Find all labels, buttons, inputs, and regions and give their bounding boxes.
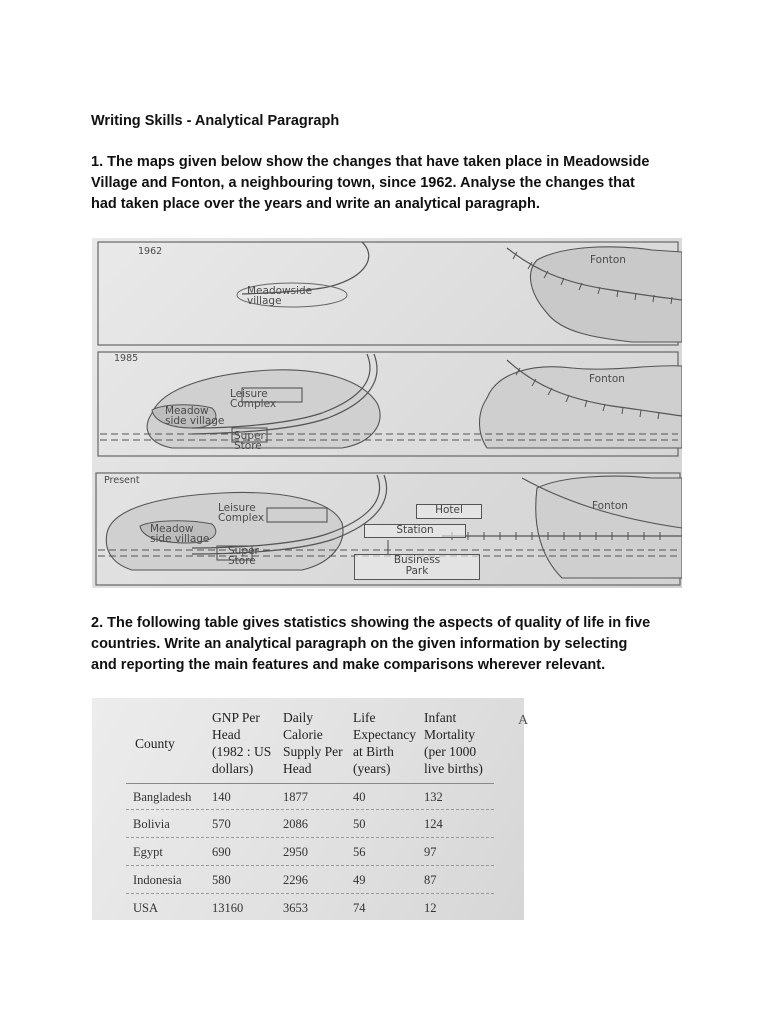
row-mortality: 12 <box>424 901 437 915</box>
meadowside-village-label-1962 <box>247 286 317 306</box>
fonton-area-present <box>536 476 682 578</box>
label-line: Super <box>228 545 259 557</box>
header-line: Daily <box>283 710 313 725</box>
label-line: Park <box>405 565 429 577</box>
map-year-1985: 1985 <box>114 353 139 364</box>
row-calorie: 2296 <box>283 873 308 887</box>
row-calorie: 1877 <box>283 790 308 804</box>
row-life: 40 <box>353 790 366 804</box>
header-calorie <box>283 709 343 777</box>
row-mortality: 97 <box>424 845 437 859</box>
header-rule <box>126 783 494 784</box>
label-line: side village <box>150 533 210 545</box>
header-line: dollars) <box>212 761 254 776</box>
label-line: Meadow <box>165 405 209 417</box>
super-store-label-present <box>228 546 298 566</box>
header-line: Life <box>353 710 376 725</box>
business-park-box <box>354 554 480 580</box>
header-line: Head <box>283 761 312 776</box>
fonton-label-1962: Fonton <box>590 254 626 266</box>
leisure-complex-label-present <box>218 503 288 523</box>
super-store-label-1985 <box>234 431 304 451</box>
question-2-line: 2. The following table gives statistics showing the aspects of quality of life in five <box>91 615 651 631</box>
question-2-line: and reporting the main features and make comparisons wherever relevant. <box>91 657 606 673</box>
header-line: GNP Per <box>212 710 260 725</box>
row-country: Egypt <box>133 845 163 859</box>
row-rule <box>126 809 494 810</box>
header-county: County <box>135 736 175 751</box>
row-country: USA <box>133 901 159 915</box>
leisure-complex-label-1985 <box>230 389 300 409</box>
row-rule <box>126 893 494 894</box>
label-line: Super <box>234 430 265 442</box>
row-gnp: 690 <box>212 845 231 859</box>
station-box: Station <box>364 524 466 538</box>
row-rule <box>126 837 494 838</box>
map-year-present: Present <box>104 475 140 486</box>
row-rule <box>126 865 494 866</box>
header-line: live births) <box>424 761 483 776</box>
header-line: Supply Per <box>283 744 343 759</box>
label-line: Complex <box>218 512 265 524</box>
header-line: Infant <box>424 710 457 725</box>
meadowside-village-label-present <box>150 524 220 544</box>
table-edge-mark: A <box>518 713 529 728</box>
label-line: Business <box>393 554 441 566</box>
header-line: Expectancy <box>353 727 416 742</box>
label-line: Leisure <box>218 502 256 514</box>
header-line: Head <box>212 727 241 742</box>
header-line: (years) <box>353 761 391 776</box>
question-1 <box>91 152 691 215</box>
row-mortality: 124 <box>424 817 443 831</box>
question-2-line: countries. Write an analytical paragraph on the given information by selecting <box>91 636 628 652</box>
header-line: (per 1000 <box>424 744 477 759</box>
header-line: Mortality <box>424 727 475 742</box>
maps-figure <box>92 238 682 588</box>
row-gnp: 13160 <box>212 901 244 915</box>
question-1-line: had taken place over the years and write an analytical paragraph. <box>91 196 540 212</box>
question-2 <box>91 613 691 676</box>
label-line: Meadowside <box>247 285 313 297</box>
map-year-1962: 1962 <box>138 246 163 257</box>
row-mortality: 87 <box>424 873 437 887</box>
label-line: Complex <box>230 398 277 410</box>
label-line: Store <box>234 440 262 452</box>
row-country: Indonesia <box>133 873 182 887</box>
row-gnp: 570 <box>212 817 231 831</box>
question-1-line: 1. The maps given below show the changes that have taken place in Meadowside <box>91 154 650 170</box>
row-life: 50 <box>353 817 366 831</box>
meadowside-village-label-1985 <box>165 406 235 426</box>
question-1-line: Village and Fonton, a neighbouring town, since 1962. Analyse the changes that <box>91 175 635 191</box>
fonton-label-present: Fonton <box>592 500 628 512</box>
header-gnp <box>212 709 271 777</box>
row-gnp: 140 <box>212 790 231 804</box>
hotel-box: Hotel <box>416 504 482 519</box>
statistics-table <box>92 698 524 920</box>
fonton-area-1985 <box>480 366 683 448</box>
header-line: at Birth <box>353 744 394 759</box>
row-life: 74 <box>353 901 366 915</box>
label-line: Leisure <box>230 388 268 400</box>
row-calorie: 2950 <box>283 845 308 859</box>
row-gnp: 580 <box>212 873 231 887</box>
label-line: side village <box>165 415 225 427</box>
row-life: 49 <box>353 873 366 887</box>
row-country: Bolivia <box>133 817 170 831</box>
header-life-expectancy <box>353 709 416 777</box>
header-infant-mortality <box>424 709 483 777</box>
row-calorie: 3653 <box>283 901 308 915</box>
label-line: Store <box>228 555 256 567</box>
row-mortality: 132 <box>424 790 443 804</box>
fonton-label-1985: Fonton <box>589 373 625 385</box>
row-country: Bangladesh <box>133 790 192 804</box>
header-line: Calorie <box>283 727 323 742</box>
page-heading: Writing Skills - Analytical Paragraph <box>91 113 340 129</box>
header-line: (1982 : US <box>212 744 272 759</box>
row-calorie: 2086 <box>283 817 308 831</box>
row-life: 56 <box>353 845 366 859</box>
label-line: village <box>247 295 282 307</box>
label-line: Meadow <box>150 523 194 535</box>
